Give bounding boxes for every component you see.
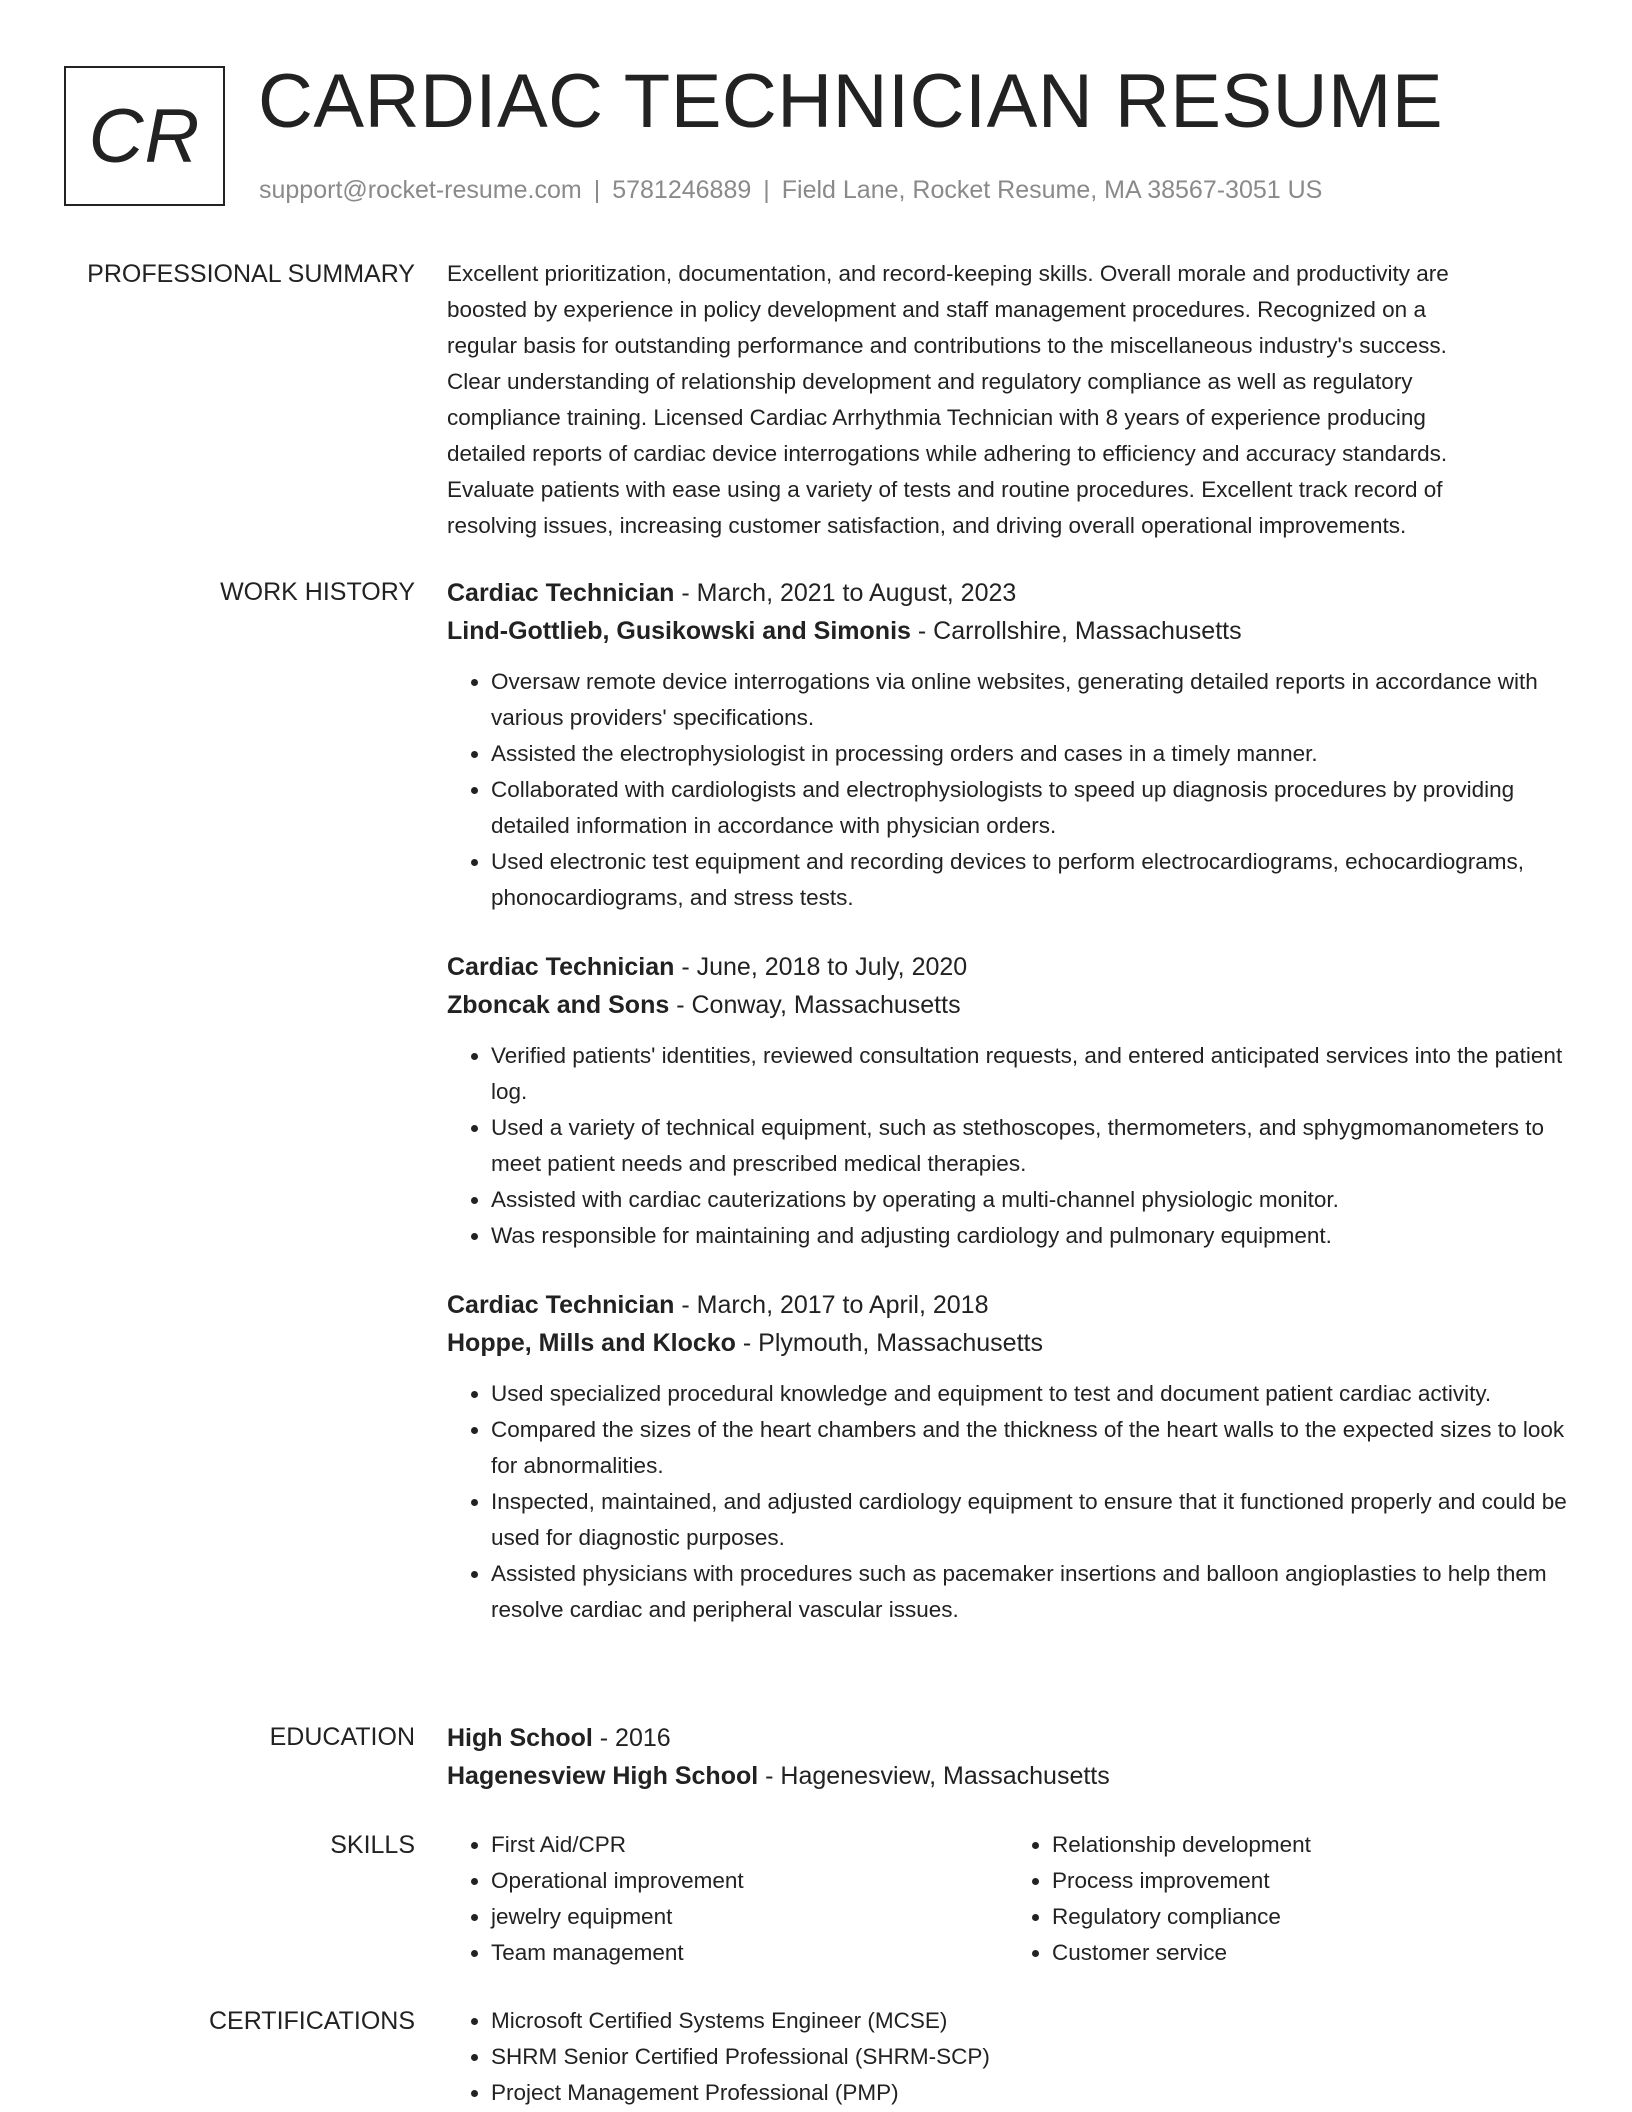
education-year: - 2016: [592, 1724, 671, 1752]
summary-text: [447, 256, 1569, 544]
job-employer-line: [447, 1324, 1569, 1362]
job-bullets: [447, 1038, 1569, 1254]
summary-line: compliance training. Licensed Cardiac Arrhythmia Technician with 8 years of experience producing: [447, 405, 1426, 430]
contact-line: [259, 174, 1322, 206]
skills-body: [447, 1827, 1569, 1971]
certification-item: • SHRM Senior Certified Professional (SHRM-SCP): [491, 2039, 1491, 2075]
education-degree-line: [447, 1719, 1569, 1757]
job-title-line: [447, 948, 1569, 986]
certifications-body: [447, 2003, 1569, 2111]
job-employer: Zboncak and Sons: [447, 991, 670, 1019]
skill-item: • First Aid/CPR: [491, 1827, 1008, 1863]
section-label-work-history: WORK HISTORY: [220, 578, 415, 606]
job-bullet: • Used electronic test equipment and recording devices to perform electrocardiograms, echocardiograms, phonocardiograms, and stress tests.: [491, 844, 1569, 916]
job-title: Cardiac Technician: [447, 579, 675, 607]
job-bullets: [447, 1376, 1569, 1628]
job-location: - Carrollshire, Massachusetts: [910, 617, 1242, 645]
job-employer: Lind-Gottlieb, Gusikowski and Simonis: [447, 617, 911, 645]
job-bullet: • Verified patients' identities, reviewed consultation requests, and entered anticipated services into the patient log.: [491, 1038, 1569, 1110]
skill-item: • Process improvement: [1052, 1863, 1569, 1899]
certification-item: • Project Management Professional (PMP): [491, 2075, 1491, 2111]
education-school: Hagenesview High School: [447, 1762, 759, 1790]
skill-item: • Team management: [491, 1935, 1008, 1971]
certifications-list: [447, 2003, 1491, 2111]
monogram-logo: CR: [64, 66, 225, 206]
skill-item: • Regulatory compliance: [1052, 1899, 1569, 1935]
job-location: - Conway, Massachusetts: [669, 991, 961, 1019]
summary-line: Evaluate patients with ease using a variety of tests and routine procedures. Excellent track record of: [447, 477, 1443, 502]
certification-item: • Microsoft Certified Systems Engineer (MCSE): [491, 2003, 1491, 2039]
skill-item: • jewelry equipment: [491, 1899, 1008, 1935]
job-employer: Hoppe, Mills and Klocko: [447, 1329, 736, 1357]
skills-list-right: [1008, 1827, 1569, 1971]
section-label-education: EDUCATION: [269, 1723, 415, 1751]
summary-line: Clear understanding of relationship development and regulatory compliance as well as regulatory: [447, 369, 1413, 394]
contact-separator: |: [593, 176, 601, 204]
resume-title: CARDIAC TECHNICIAN RESUME: [258, 59, 1444, 144]
job-bullet: • Collaborated with cardiologists and electrophysiologists to speed up diagnosis procedures by providing detailed information in accordance with physician orders.: [491, 772, 1569, 844]
education-body: [447, 1719, 1569, 1795]
summary-line: resolving issues, increasing customer satisfaction, and driving overall operational improvements.: [447, 513, 1407, 538]
job-bullet: • Used a variety of technical equipment, such as stethoscopes, thermometers, and sphygmomanometers to meet patient needs and prescribed medical therapies.: [491, 1110, 1569, 1182]
job-bullet: • Compared the sizes of the heart chambers and the thickness of the heart walls to the expected sizes to look for abnormalities.: [491, 1412, 1569, 1484]
summary-line: regular basis for outstanding performance and contributions to the miscellaneous industry's success.: [447, 333, 1447, 358]
contact-phone: 5781246889: [612, 176, 752, 204]
education-location: - Hagenesview, Massachusetts: [758, 1762, 1110, 1790]
summary-line: Excellent prioritization, documentation, and record-keeping skills. Overall morale and productivity are: [447, 261, 1449, 286]
skill-item: • Relationship development: [1052, 1827, 1569, 1863]
job-bullet: • Was responsible for maintaining and adjusting cardiology and pulmonary equipment.: [491, 1218, 1569, 1254]
contact-separator: |: [763, 176, 770, 204]
job-title: Cardiac Technician: [447, 1291, 675, 1319]
job-bullet: • Oversaw remote device interrogations via online websites, generating detailed reports in accordance with various providers' specifications.: [491, 664, 1569, 736]
job-entry: [447, 948, 1569, 1254]
work-history-body: [447, 574, 1569, 1628]
job-bullets: [447, 664, 1569, 916]
job-dates: - March, 2021 to August, 2023: [674, 579, 1017, 607]
education-school-line: [447, 1757, 1569, 1795]
job-bullet: • Assisted with cardiac cauterizations by operating a multi-channel physiologic monitor.: [491, 1182, 1569, 1218]
education-degree: High School: [447, 1724, 593, 1752]
job-employer-line: [447, 612, 1569, 650]
job-title: Cardiac Technician: [447, 953, 675, 981]
job-bullet: • Assisted physicians with procedures such as pacemaker insertions and balloon angioplasties to help them resolve cardiac and peripheral vascular issues.: [491, 1556, 1569, 1628]
section-label-certifications: CERTIFICATIONS: [208, 2007, 415, 2035]
skill-item: • Operational improvement: [491, 1863, 1008, 1899]
summary-line: detailed reports of cardiac device interrogations while adhering to efficiency and accuracy standards.: [447, 441, 1448, 466]
contact-email: support@rocket-resume.com: [259, 176, 582, 204]
job-dates: - June, 2018 to July, 2020: [674, 953, 968, 981]
summary-body: [447, 256, 1569, 544]
skills-list-left: [447, 1827, 1008, 1971]
contact-address: Field Lane, Rocket Resume, MA 38567-3051 US: [781, 176, 1323, 204]
summary-line: boosted by experience in policy development and staff management procedures. Recognized on a: [447, 297, 1426, 322]
job-entry: [447, 1286, 1569, 1628]
job-title-line: [447, 1286, 1569, 1324]
job-title-line: [447, 574, 1569, 612]
skill-item: • Customer service: [1052, 1935, 1569, 1971]
section-label-summary: PROFESSIONAL SUMMARY: [87, 260, 415, 288]
job-dates: - March, 2017 to April, 2018: [674, 1291, 989, 1319]
job-location: - Plymouth, Massachusetts: [735, 1329, 1043, 1357]
job-entry: [447, 574, 1569, 916]
job-bullet: • Assisted the electrophysiologist in processing orders and cases in a timely manner.: [491, 736, 1569, 772]
section-label-skills: SKILLS: [330, 1831, 415, 1859]
job-employer-line: [447, 986, 1569, 1024]
job-bullet: • Used specialized procedural knowledge and equipment to test and document patient cardiac activity.: [491, 1376, 1569, 1412]
job-bullet: • Inspected, maintained, and adjusted cardiology equipment to ensure that it functioned properly and could be used for diagnostic purposes.: [491, 1484, 1569, 1556]
